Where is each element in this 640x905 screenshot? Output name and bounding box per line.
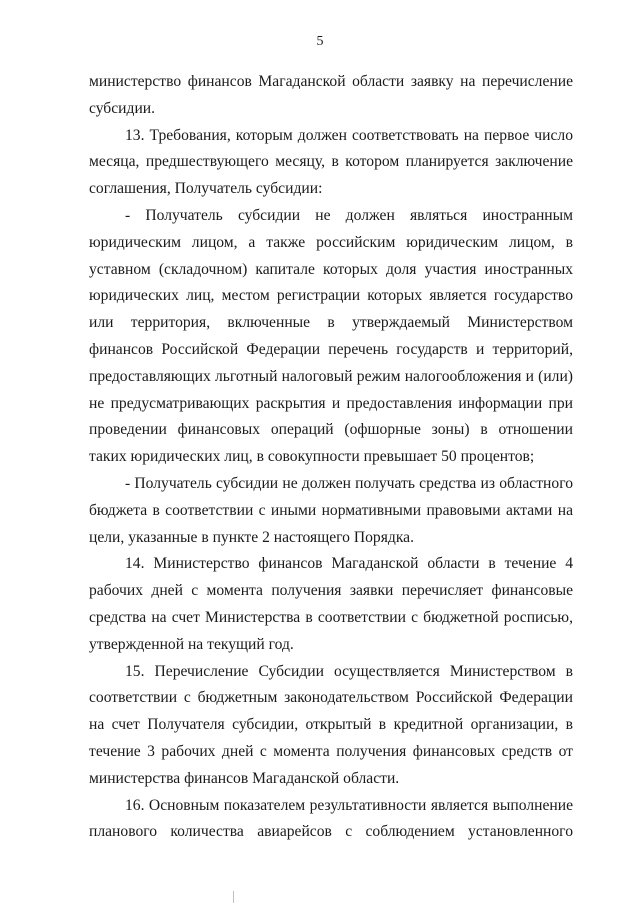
scan-artifact-mark [233,891,234,903]
paragraph-item-13: 13. Требования, которым должен соответствовать на первое число месяца, предшествующего месяцу, в котором планируется заключение соглашения, Получатель субсидии: [89,126,573,198]
paragraph-continuation: министерство финансов Магаданской области заявку на перечисление субсидии. [89,73,573,117]
paragraph-item-14: 14. Министерство финансов Магаданской области в течение 4 рабочих дней с момента получения заявки перечисляет финансовые средства на счет Министерства в соответствии с бюджетной росписью, утвержденной на текущий год. [89,555,573,653]
paragraph-requirement-budget: - Получатель субсидии не должен получать средства из областного бюджета в соответствии с иными нормативными правовыми актами на цели, указанные в пункте 2 настоящего Порядка. [89,474,573,546]
page-number: 5 [316,34,324,49]
paragraph-requirement-offshore: - Получатель субсидии не должен являться иностранным юридическим лицом, а также российским юридическим лицом, в уставном (складочном) капитале которых доля участия иностранных юридических лиц, местом регистрации которых является государство или территория, включенные в утверждаемый Министерством финансов Российской Федерации перечень государств и территорий, предоставляющих льготный налоговый режим налогообложения и (или) не предусматривающих раскрытия и предоставления информации при проведении финансовых операций (офшорные зоны) в отношении таких юридических лиц, в совокупности превышает 50 процентов; [89,206,573,466]
paragraph-item-15: 15. Перечисление Субсидии осуществляется Министерством в соответствии с бюджетным законодательством Российской Федерации на счет Получателя субсидии, открытый в кредитной организации, в течение 3 рабочих дней с момента получения финансовых средств от министерства финансов Магаданской области. [89,662,573,787]
document-body [89,69,573,846]
paragraph-item-16: 16. Основным показателем результативности является выполнение планового количества авиарейсов с соблюдением установленного [89,796,573,841]
